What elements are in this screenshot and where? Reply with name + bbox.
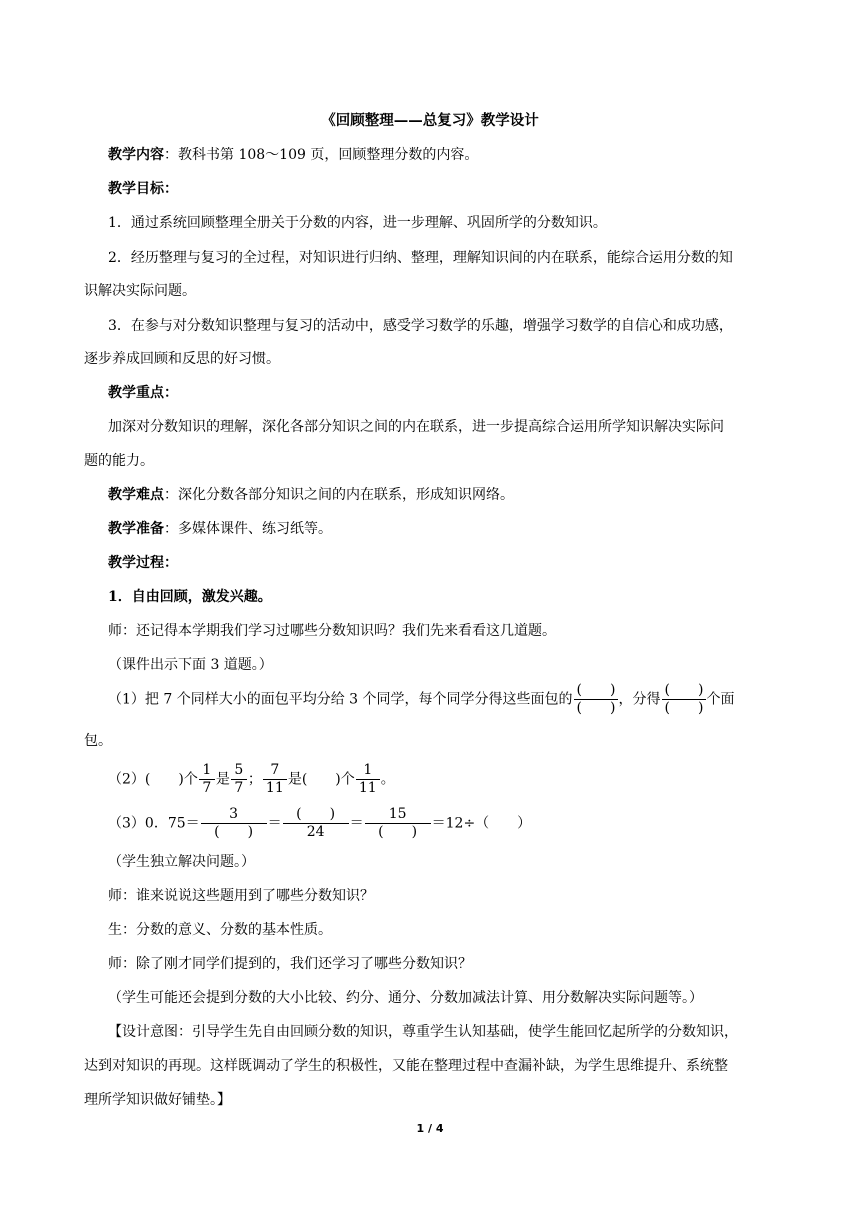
fraction-numerator: 15 <box>365 806 431 824</box>
fraction-denominator: 11 <box>265 780 284 796</box>
question-1-text-b: ，分得 <box>618 691 661 708</box>
question-3-text-b: ＝12÷（ ） <box>431 815 532 832</box>
process-colon: ： <box>164 555 178 571</box>
question-1-text-a: （1）把 7 个同样大小的面包平均分给 3 个同学，每个同学分得这些面包的 <box>108 691 573 708</box>
goal-2-line-1: 2．经历整理与复习的全过程，对知识进行归纳、整理，理解知识间的内在联系，能综合运用分数的知 <box>108 250 733 266</box>
process-heading <box>0 553 860 573</box>
fraction-numerator: 7 <box>263 762 287 780</box>
design-intent-line-2: 达到对知识的再现。这样既调动了学生的积极性，又能在整理过程中查漏补缺，为学生思维提升、系统整 <box>84 1058 728 1074</box>
goal-2-line-2: 识解决实际问题。 <box>84 283 196 299</box>
fraction-numerator: 3 <box>201 806 267 824</box>
question-3-fraction-2 <box>283 806 349 841</box>
question-1 <box>108 682 735 717</box>
prep-label: 教学准备 <box>108 521 164 537</box>
key-line-1: 加深对分数知识的理解，深化各部分知识之间的内在联系，进一步提高综合运用所学知识解决实际问 <box>108 419 724 435</box>
fraction-numerator: 1 <box>356 762 380 780</box>
goal-1: 1．通过系统回顾整理全册关于分数的内容，进一步理解、巩固所学的分数知识。 <box>108 215 607 231</box>
question-1-fraction-2 <box>662 682 706 717</box>
fraction-denominator: ( ) <box>214 824 254 840</box>
difficulty-label: 教学难点 <box>108 487 164 503</box>
content-text: ：教科书第 108～109 页，回顾整理分数的内容。 <box>164 147 479 163</box>
note-line-3: （学生可能还会提到分数的大小比较、约分、通分、分数加减法计算、用分数解决实际问题等。） <box>108 990 703 1006</box>
question-3-equals-1: ＝ <box>267 815 282 832</box>
fraction-numerator: ( ) <box>662 682 706 700</box>
question-2-text-d: 是( )个 <box>287 771 355 788</box>
note-line-1: （课件出示下面 3 道题。） <box>108 657 273 673</box>
fraction-denominator: ( ) <box>576 700 616 716</box>
fraction-denominator: ( ) <box>664 700 704 716</box>
fraction-numerator: ( ) <box>574 682 618 700</box>
fraction-denominator: 24 <box>306 824 325 840</box>
design-intent-line-1: 【设计意图：引导学生先自由回顾分数的知识，尊重学生认知基础，使学生能回忆起所学的分数知识， <box>108 1024 738 1040</box>
fraction-numerator: 5 <box>231 762 247 780</box>
fraction-numerator: ( ) <box>283 806 349 824</box>
question-2-text-b: 是 <box>215 771 230 788</box>
goals-colon: ： <box>164 181 178 197</box>
teacher-line-3: 师：除了刚才同学们提到的，我们还学习了哪些分数知识？ <box>108 956 472 972</box>
key-label: 教学重点 <box>108 385 164 401</box>
fraction-denominator: 7 <box>202 780 212 796</box>
fraction-denominator: ( ) <box>378 824 418 840</box>
prep-text: ：多媒体课件、练习纸等。 <box>164 521 332 537</box>
question-3 <box>108 806 531 841</box>
question-2 <box>108 762 395 797</box>
content-line <box>0 145 860 165</box>
key-heading <box>0 383 860 403</box>
question-1-line-2: 包。 <box>84 733 112 749</box>
question-2-text-a: （2）( )个 <box>108 771 198 788</box>
question-2-fraction-1 <box>199 762 215 797</box>
step-1-heading: 1．自由回顾，激发兴趣。 <box>108 589 272 605</box>
page-number: 1 / 4 <box>416 1122 444 1135</box>
teacher-line-2: 师：谁来说说这些题用到了哪些分数知识？ <box>108 888 374 904</box>
note-line-2: （学生独立解决问题。） <box>108 854 255 870</box>
prep-line <box>0 519 860 539</box>
question-2-fraction-3 <box>263 762 287 797</box>
process-label: 教学过程 <box>108 555 164 571</box>
question-2-fraction-2 <box>231 762 247 797</box>
key-colon: ： <box>164 385 178 401</box>
question-3-fraction-1 <box>201 806 267 841</box>
question-3-fraction-3 <box>365 806 431 841</box>
difficulty-text: ：深化分数各部分知识之间的内在联系，形成知识网络。 <box>164 487 514 503</box>
goals-label: 教学目标 <box>108 181 164 197</box>
question-3-equals-2: ＝ <box>349 815 364 832</box>
teacher-line-1: 师：还记得本学期我们学习过哪些分数知识吗？我们先来看看这几道题。 <box>108 623 556 639</box>
question-2-fraction-4 <box>356 762 380 797</box>
difficulty-line <box>0 485 860 505</box>
key-line-2: 题的能力。 <box>84 453 154 469</box>
question-1-fraction-1 <box>574 682 618 717</box>
question-2-text-e: 。 <box>380 771 395 788</box>
question-2-text-c: ； <box>247 771 262 788</box>
student-line-1: 生：分数的意义、分数的基本性质。 <box>108 922 332 938</box>
document-title: 《回顾整理——总复习》教学设计 <box>321 112 539 129</box>
question-3-text-a: （3）0．75＝ <box>108 815 200 832</box>
goal-3-line-1: 3．在参与对分数知识整理与复习的活动中，感受学习数学的乐趣，增强学习数学的自信心和成功感， <box>108 318 733 334</box>
question-1-text-c: 个面 <box>706 691 735 708</box>
goal-3-line-2: 逐步养成回顾和反思的好习惯。 <box>84 351 280 367</box>
goals-heading <box>0 179 860 199</box>
design-intent-line-3: 理所学知识做好铺垫。】 <box>84 1092 231 1108</box>
content-label: 教学内容 <box>108 147 164 163</box>
fraction-denominator: 7 <box>234 780 244 796</box>
fraction-numerator: 1 <box>199 762 215 780</box>
fraction-denominator: 11 <box>358 780 377 796</box>
